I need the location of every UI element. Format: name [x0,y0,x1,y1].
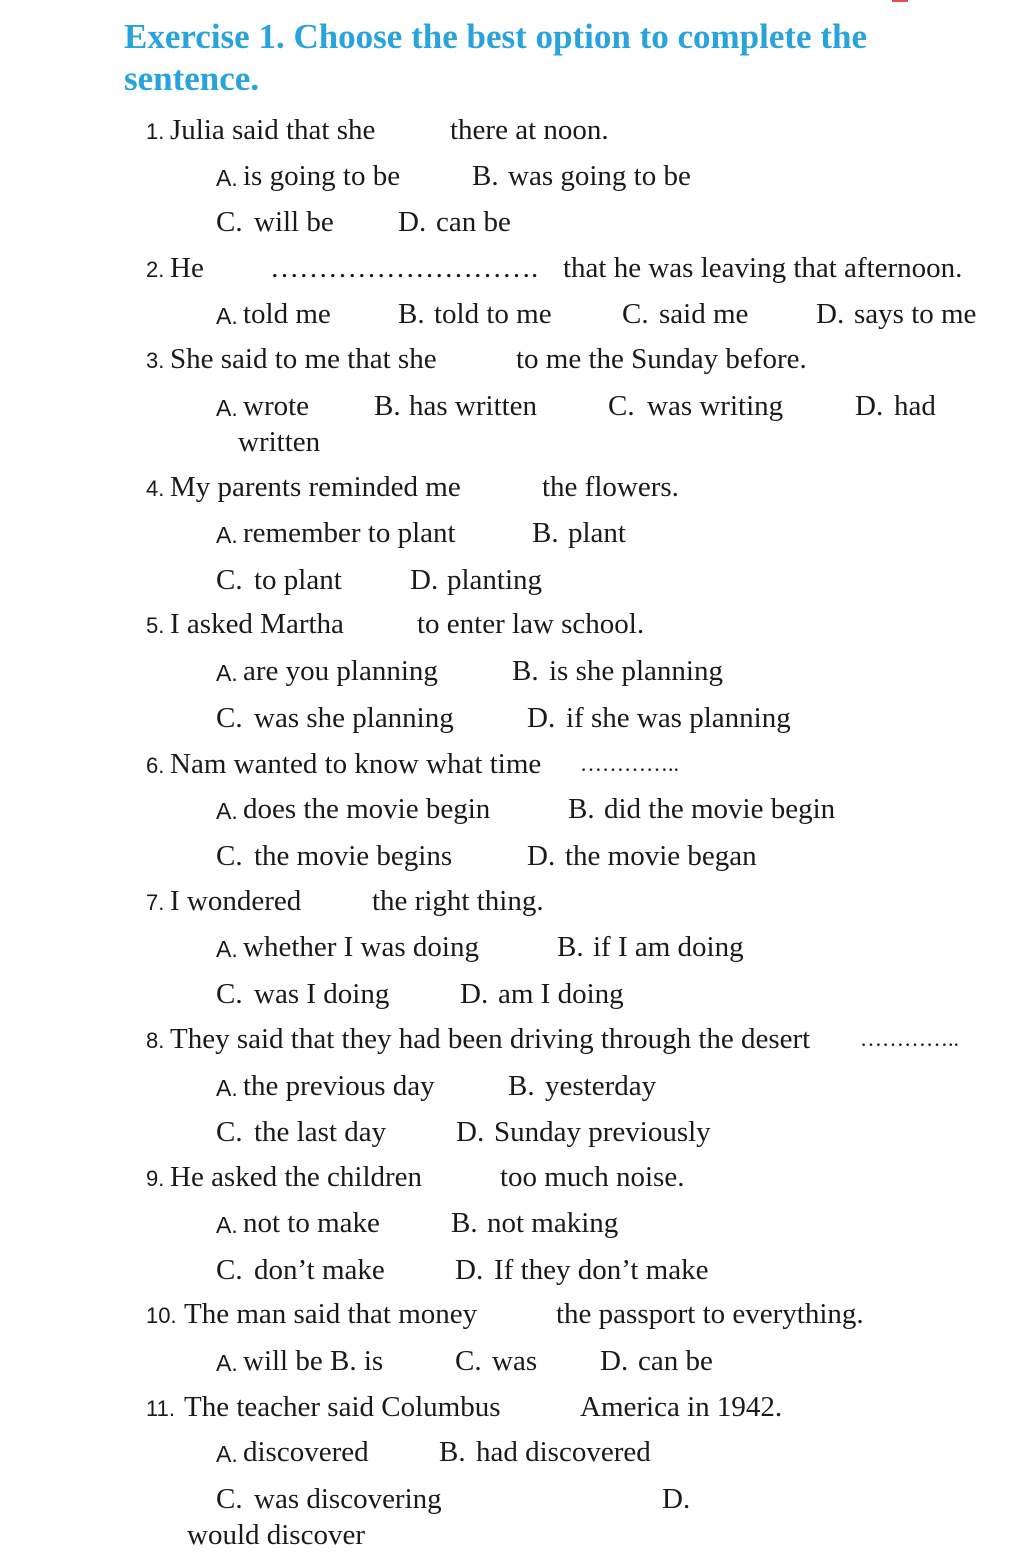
option-text: can be [638,1345,713,1377]
option-text: was going to be [508,160,691,192]
option-text: is she planning [549,655,723,687]
option-letter: D. [410,564,439,596]
question-number: 11. [146,1396,175,1421]
question-number: 3. [146,348,165,373]
option-letter: D. [398,206,427,238]
question-stem: I wondered [170,885,302,917]
option-text: was [492,1345,538,1377]
answer-blank: ………………………. [270,252,539,284]
option-text: the movie begins [254,840,453,872]
question-after: that he was leaving that afternoon. [563,252,963,284]
option-text: the movie began [565,840,757,872]
option-text: whether I was doing [243,931,479,963]
option-letter: A. [216,798,238,824]
question-number: 9. [146,1166,165,1191]
option-text: discovered [243,1436,369,1468]
option-letter: D. [527,840,556,872]
option-text: remember to plant [243,517,456,549]
option-letter: B. [374,390,401,422]
option-letter: A. [216,660,238,686]
option-text-wrap: would discover [187,1519,365,1551]
question-after: to enter law school. [417,608,645,640]
option-letter: B. [472,160,499,192]
option-text: was she planning [254,702,454,734]
option-letter: C. [622,298,649,330]
option-letter: A. [216,395,238,421]
question-stem: My parents reminded me [170,471,461,503]
question-stem: He [170,252,204,284]
question-stem: She said to me that she [170,343,437,375]
option-letter: C. [216,1483,243,1515]
question-number: 10. [146,1303,177,1328]
option-letter: C. [216,206,243,238]
option-text: had discovered [476,1436,651,1468]
option-text: are you planning [243,655,438,687]
option-text: to plant [254,564,342,596]
option-letter: B. [532,517,559,549]
question-after: the right thing. [372,885,544,917]
option-letter: D. [455,1254,484,1286]
option-letter: C. [216,1254,243,1286]
option-letter: C. [216,702,243,734]
answer-blank: ………….. [860,1026,959,1051]
option-letter: C. [608,390,635,422]
answer-blank: ………….. [580,751,679,776]
option-letter: D. [460,978,489,1010]
option-letter: D. [855,390,884,422]
option-letter: D. [456,1116,485,1148]
question-stem: The teacher said Columbus [184,1391,501,1423]
question-stem: Julia said that she [170,114,376,146]
option-text: wrote [243,390,310,422]
option-text: am I doing [498,978,624,1010]
option-text: if she was planning [566,702,791,734]
question-after: the passport to everything. [556,1298,864,1330]
question-stem: The man said that money [184,1298,478,1330]
option-text: is going to be [243,160,401,192]
option-text: Sunday previously [494,1116,711,1148]
option-letter: B. [439,1436,466,1468]
question-stem: Nam wanted to know what time [170,748,542,780]
option-text: not making [487,1207,619,1239]
option-text: will be B. is [243,1345,384,1377]
option-text: does the movie begin [243,793,491,825]
option-text: says to me [854,298,977,330]
question-number: 5. [146,613,165,638]
option-letter: D. [816,298,845,330]
option-letter: A. [216,1350,238,1376]
option-letter: C. [216,564,243,596]
option-text: don’t make [254,1254,385,1286]
option-text: did the movie begin [604,793,836,825]
question-after: there at noon. [450,114,609,146]
question-stem: They said that they had been driving through the desert [170,1023,811,1055]
question-number: 6. [146,753,165,778]
option-letter: C. [455,1345,482,1377]
option-text: plant [568,517,626,549]
exercise-title: Exercise 1. Choose the best option to complete the sentence. [124,17,867,98]
option-letter: C. [216,1116,243,1148]
option-letter: D. [662,1483,691,1515]
option-text: told me [243,298,331,330]
question-number: 7. [146,890,165,915]
option-text: the last day [254,1116,387,1148]
question-number: 2. [146,257,165,282]
option-letter: A. [216,165,238,191]
option-text: the previous day [243,1070,435,1102]
question-after: the flowers. [542,471,679,503]
option-letter: C. [216,840,243,872]
question-number: 1. [146,119,165,144]
question-after: too much noise. [500,1161,685,1193]
option-text: had [894,390,936,422]
question-number: 4. [146,476,165,501]
question-stem: I asked Martha [170,608,344,640]
option-text: not to make [243,1207,380,1239]
question-number: 8. [146,1028,165,1053]
option-text: has written [409,390,538,422]
option-letter: B. [568,793,595,825]
option-text: can be [436,206,511,238]
option-letter: A. [216,303,238,329]
option-letter: A. [216,1212,238,1238]
option-text: If they don’t make [494,1254,709,1286]
option-text: was I doing [254,978,390,1010]
option-text: was writing [647,390,784,422]
option-letter: A. [216,522,238,548]
option-letter: D. [527,702,556,734]
option-letter: B. [398,298,425,330]
option-letter: B. [557,931,584,963]
option-letter: A. [216,1075,238,1101]
question-after: to me the Sunday before. [516,343,807,375]
option-text: if I am doing [593,931,744,963]
option-letter: B. [508,1070,535,1102]
option-text-wrap: written [238,426,321,458]
corner-mark [892,0,908,2]
option-letter: A. [216,1441,238,1467]
option-text: will be [254,206,334,238]
question-after: America in 1942. [580,1391,783,1423]
option-text: planting [447,564,543,596]
option-letter: C. [216,978,243,1010]
option-letter: D. [600,1345,629,1377]
option-text: said me [659,298,749,330]
option-text: was discovering [254,1483,442,1515]
option-text: told to me [434,298,552,330]
option-letter: B. [451,1207,478,1239]
option-letter: A. [216,936,238,962]
question-stem: He asked the children [170,1161,423,1193]
option-text: yesterday [545,1070,657,1102]
option-letter: B. [512,655,539,687]
